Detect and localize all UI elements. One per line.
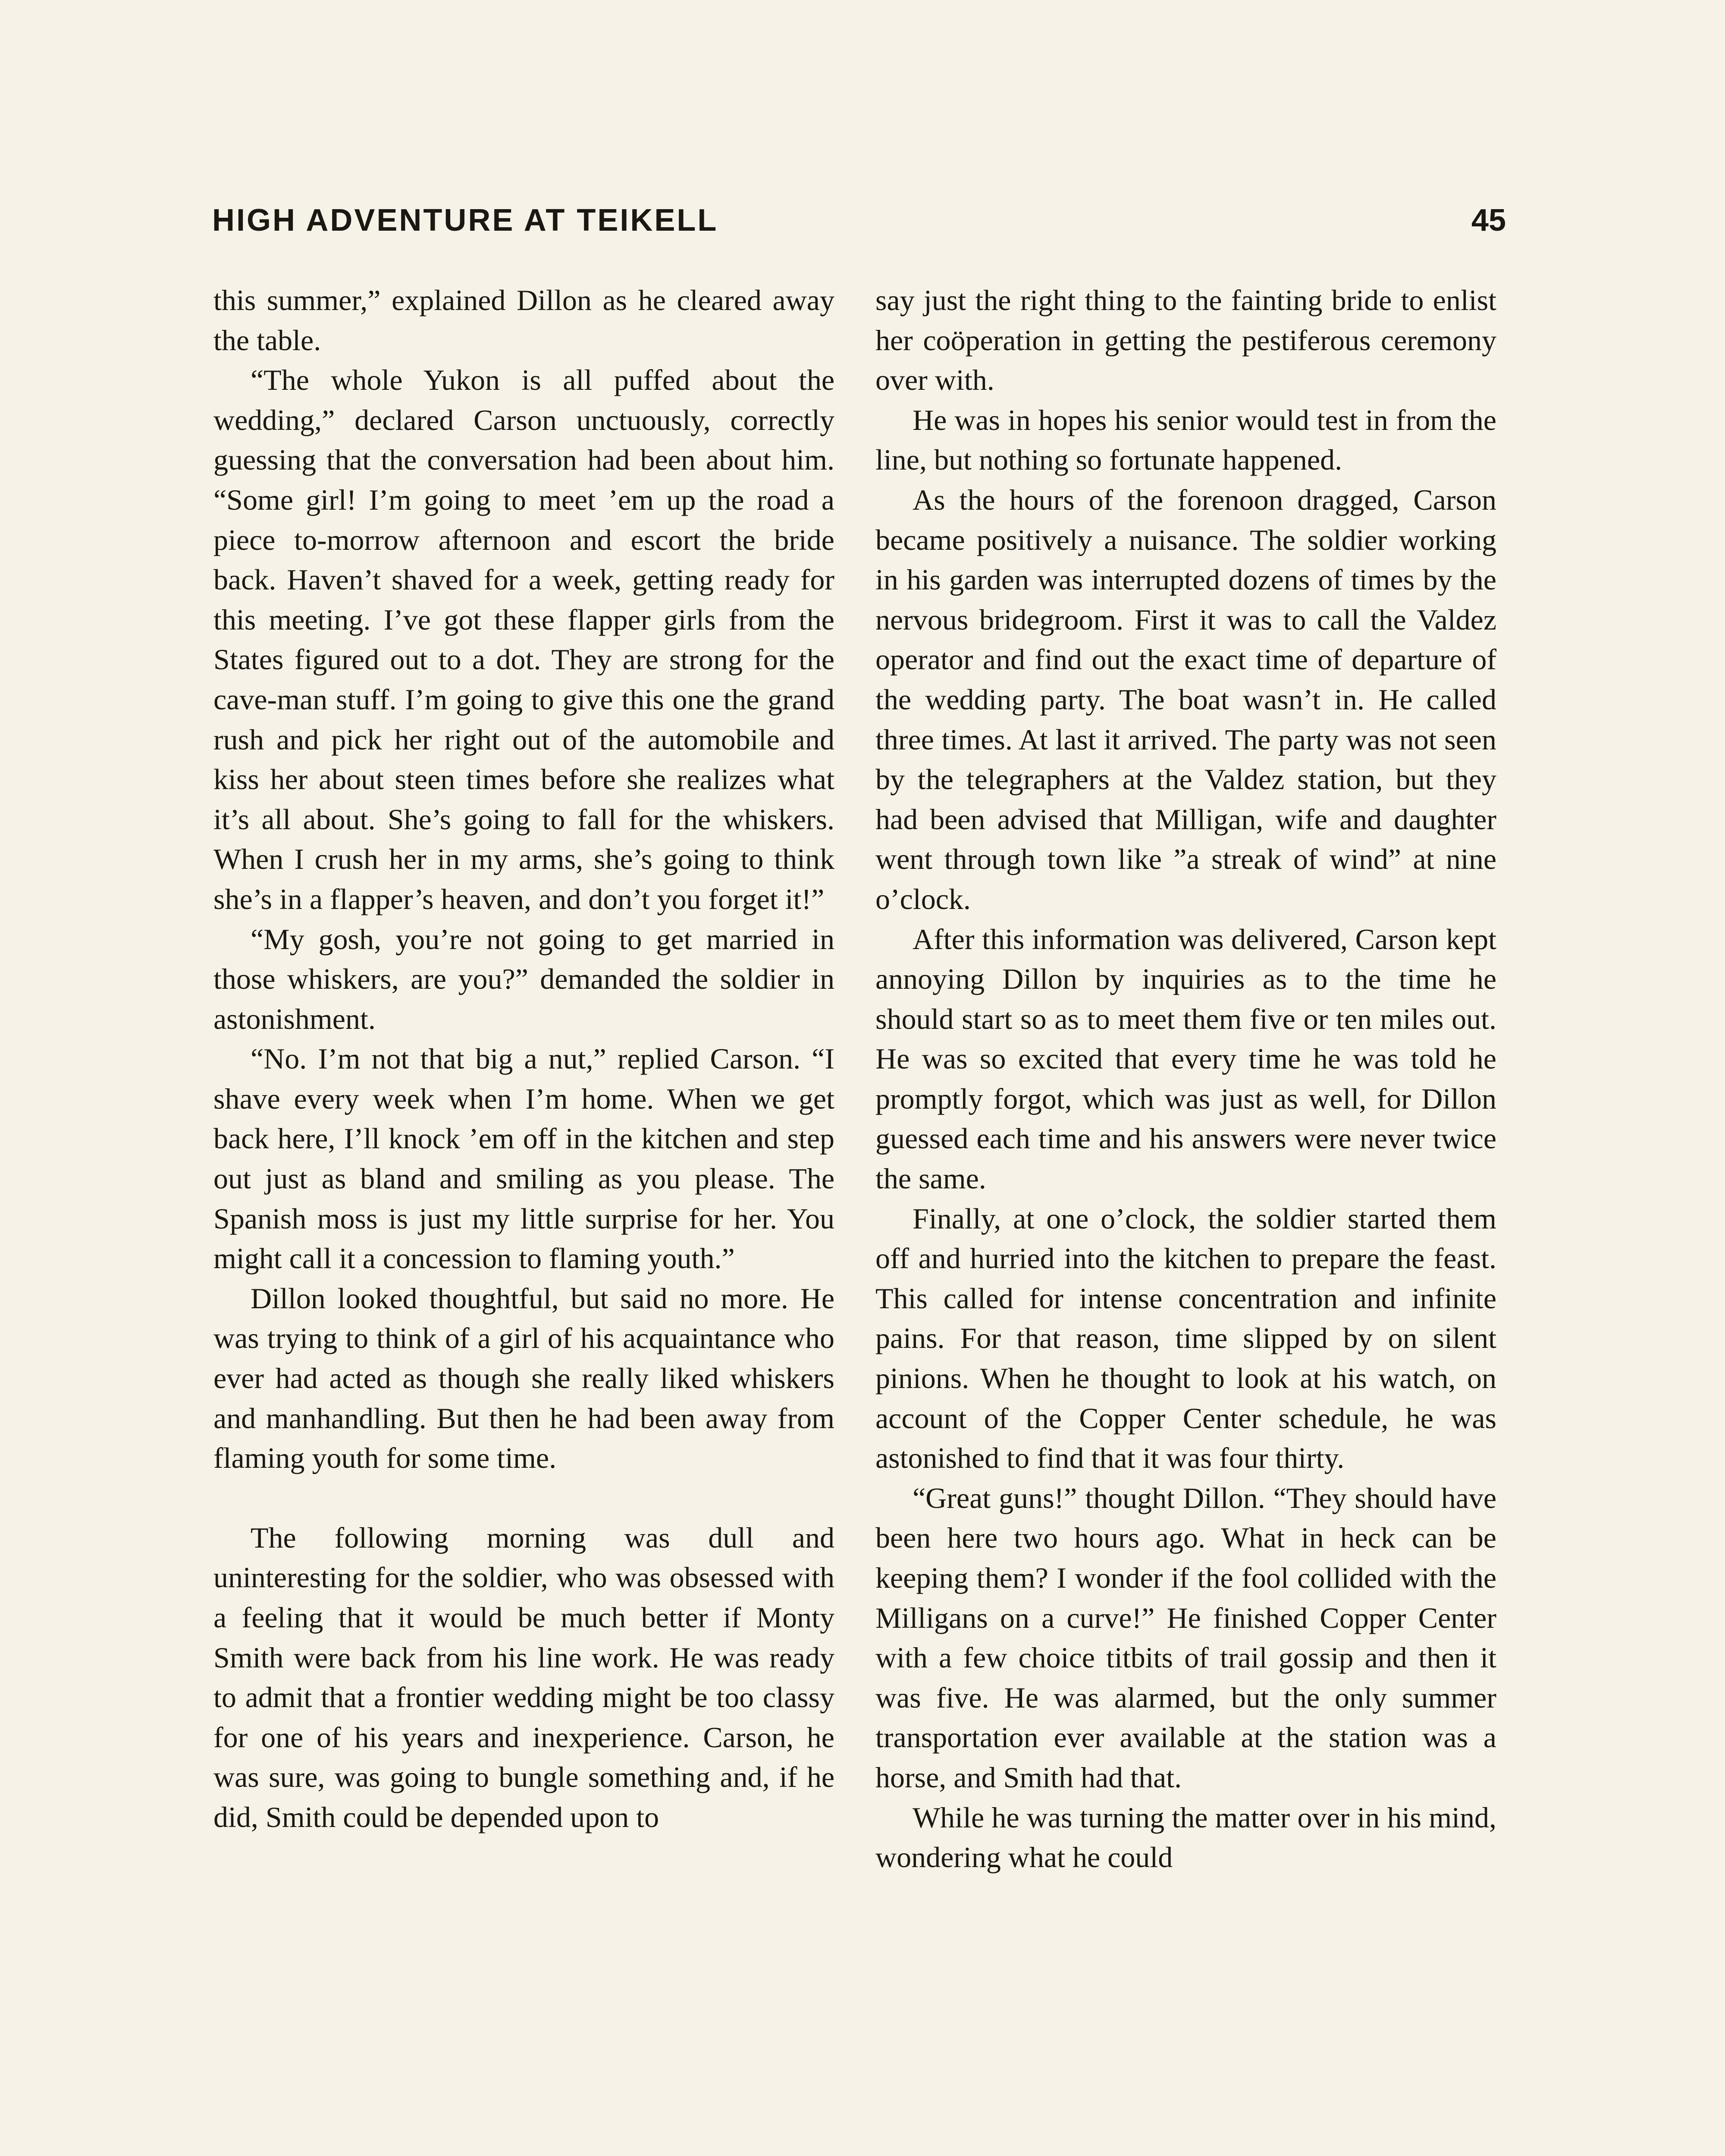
paragraph: The following morning was dull and uninteresting for the soldier, who was obsessed with a feeling that it would be much better if Monty Smith were back from his line work. He was ready to admit that a frontier wedding might be too classy for one of his years and inexperience. Carson, he was sure, was going to bungle something and, if he did, Smith could be depended upon to [213,1521,834,1833]
right-column [875,280,1496,1877]
running-head [212,203,1506,254]
paragraph: “No. I’m not that big a nut,” replied Carson. “I shave every week when I’m home. When we get back here, I’ll knock ’em off in the kitchen and step out just as bland and smiling as you please. The Spanish moss is just my little surprise for her. You might call it a concession to flaming youth.” [213,1042,834,1275]
paragraph: say just the right thing to the fainting bride to enlist her coöperation in getting the pestiferous ceremony over with. [875,284,1496,397]
left-column [213,280,834,1837]
paragraph: “My gosh, you’re not going to get married in those whiskers, are you?” demanded the soldier in astonishment. [213,922,834,1035]
paragraph: this summer,” explained Dillon as he cleared away the table. [213,284,834,357]
running-title: HIGH ADVENTURE AT TEIKELL [212,203,718,238]
paragraph: Finally, at one o’clock, the soldier started them off and hurried into the kitchen to prepare the feast. This called for intense concentration and infinite pains. For that reason, time slipped by on silent pinions. When he thought to look at his watch, on account of the Copper Center schedule, he was astonished to find that it was four thirty. [875,1202,1496,1475]
paragraph: While he was turning the matter over in his mind, wondering what he could [875,1801,1496,1874]
paragraph: Dillon looked thoughtful, but said no more. He was trying to think of a girl of his acquaintance who ever had acted as though she really liked whiskers and manhandling. But then he had been away from flaming youth for some time. [213,1282,834,1475]
paragraph: As the hours of the forenoon dragged, Carson became positively a nuisance. The soldier working in his garden was interrupted dozens of times by the nervous bridegroom. First it was to call the Valdez operator and find out the exact time of departure of the wedding party. The boat wasn’t in. He called three times. At last it arrived. The party was not seen by the telegraphers at the Valdez station, but they had been advised that Milligan, wife and daughter went through town like ”a streak of wind” at nine o’clock. [875,483,1496,915]
paragraph: After this information was delivered, Carson kept annoying Dillon by inquiries as to the time he should start so as to meet them five or ten miles out. He was so excited that every time he was told he promptly forgot, which was just as well, for Dillon guessed each time and his answers were never twice the same. [875,922,1496,1195]
paragraph: “Great guns!” thought Dillon. “They should have been here two hours ago. What in heck can be keeping them? I wonder if the fool collided with the Milligans on a curve!” He finished Copper Center with a few choice titbits of trail gossip and then it was five. He was alarmed, but the only summer transportation ever available at the station was a horse, and Smith had that. [875,1481,1496,1794]
page-number: 45 [1471,203,1506,238]
paragraph: He was in hopes his senior would test in from the line, but nothing so fortunate happened. [875,403,1496,476]
paragraph: “The whole Yukon is all puffed about the wedding,” declared Carson unctuously, correctly guessing that the conversation had been about him. “Some girl! I’m going to meet ’em up the road a piece to-morrow afternoon and escort the bride back. Haven’t shaved for a week, getting ready for this meeting. I’ve got these flapper girls from the States figured out to a dot. They are strong for the cave-man stuff. I’m going to give this one the grand rush and pick her right out of the automobile and kiss her about steen times before she realizes what it’s all about. She’s going to fall for the whiskers. When I crush her in my arms, she’s going to think she’s in a flapper’s heaven, and don’t you forget it!” [213,364,834,915]
